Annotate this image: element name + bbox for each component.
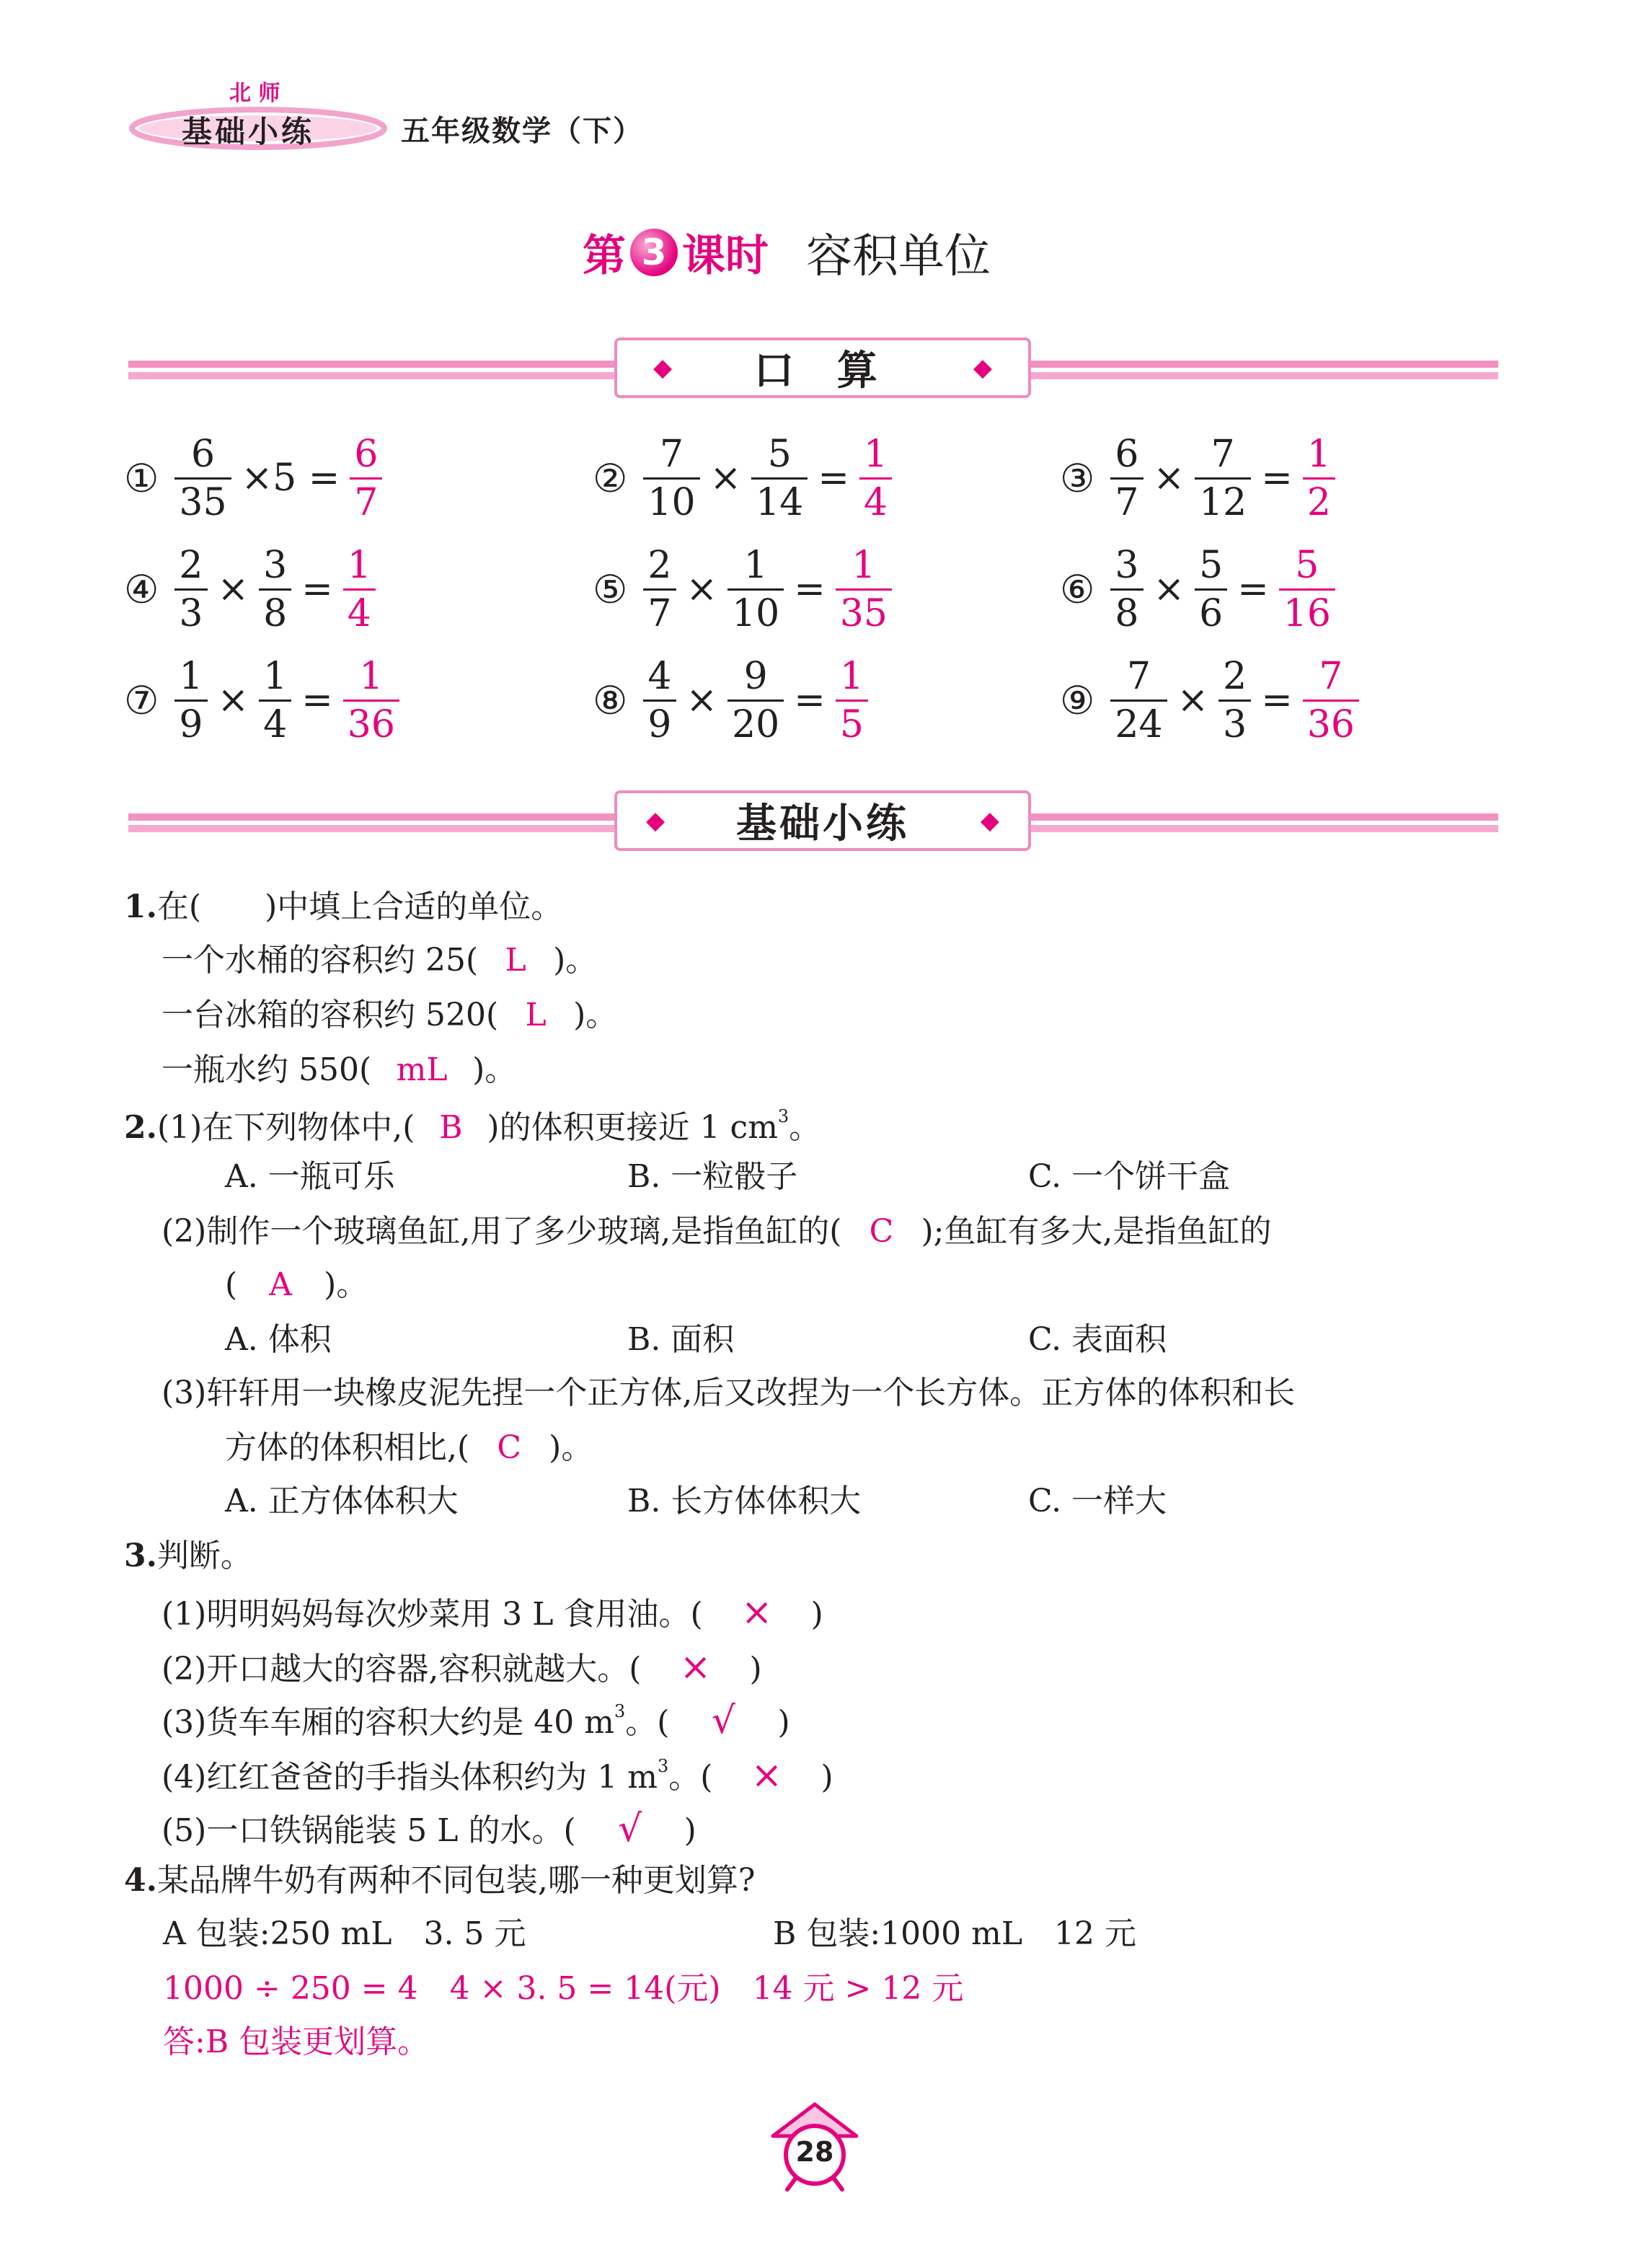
q2-option: A. 体积 xyxy=(225,1321,332,1358)
operator: × xyxy=(709,456,742,500)
diamond-icon: ◆ xyxy=(653,353,673,382)
cross-icon: × xyxy=(740,1591,773,1634)
section-bar-oral xyxy=(128,348,1498,394)
operator: = xyxy=(794,568,826,611)
cross-icon: × xyxy=(679,1646,712,1689)
q2-option: C. 一个饼干盒 xyxy=(1028,1158,1231,1195)
item-number: ⑧ xyxy=(593,677,628,723)
q2-part3: (3)轩轩用一块橡皮泥先捏一个正方体,后又改捏为一个长方体。正方体的体积和长 xyxy=(162,1375,1296,1411)
fraction: $\frac{5}{6}$ xyxy=(1195,547,1227,632)
answer-fraction: $\frac{1}{5}$ xyxy=(836,658,868,744)
answer-fraction: $\frac{5}{16}$ xyxy=(1279,547,1335,632)
diamond-icon: ◆ xyxy=(646,806,665,835)
q2-option: C. 表面积 xyxy=(1028,1321,1167,1358)
item-number: ⑦ xyxy=(124,677,159,723)
operator: × xyxy=(686,568,718,611)
item-number: ⑤ xyxy=(593,566,628,612)
fraction: $\frac{7}{24}$ xyxy=(1110,658,1167,744)
item-number: ⑨ xyxy=(1060,677,1095,723)
q3-item: (5)一口铁锅能装 5 L 的水。( √ ) xyxy=(162,1807,696,1850)
q2-part2: (2)制作一个玻璃鱼缸,用了多少玻璃,是指鱼缸的( C );鱼缸有多大,是指鱼缸的 xyxy=(162,1213,1272,1250)
q3-item: (4)红红爸爸的手指头体积约为 1 $m^3$。( × ) xyxy=(162,1754,833,1797)
item-number: ③ xyxy=(1060,455,1095,501)
cross-icon: × xyxy=(751,1754,783,1797)
fraction: $\frac{1}{4}$ xyxy=(259,658,291,744)
answer-text: C xyxy=(497,1429,521,1466)
operator: = xyxy=(1261,456,1293,500)
q4-stem: 4.某品牌牛奶有两种不同包装,哪一种更划算? xyxy=(124,1862,756,1899)
lesson-di: 第 xyxy=(583,231,626,281)
q3-stem: 3.判断。 xyxy=(124,1537,252,1574)
operator: = xyxy=(1237,568,1269,611)
q1-item: 一台冰箱的容积约 520( L )。 xyxy=(162,997,618,1033)
section-title-oral: 口 算 xyxy=(753,348,892,394)
fraction: $\frac{7}{12}$ xyxy=(1195,436,1251,521)
q4-answer: 答:B 包装更划算。 xyxy=(163,2024,430,2060)
section-title-practice: 基础小练 xyxy=(736,800,909,847)
q2-option: A. 一瓶可乐 xyxy=(225,1158,395,1195)
operator: = xyxy=(794,679,826,722)
book-title: 五年级数学（下） xyxy=(401,115,643,148)
answer-text: B xyxy=(439,1109,463,1146)
fraction: $\frac{1}{10}$ xyxy=(727,547,784,632)
operator: × xyxy=(217,679,249,722)
answer-fraction: $\frac{1}{4}$ xyxy=(859,436,892,521)
series-name: 基础小练 xyxy=(182,114,315,149)
check-icon: √ xyxy=(618,1807,642,1850)
item-number: ⑥ xyxy=(1060,566,1095,612)
q2-option: B. 一粒骰子 xyxy=(627,1158,798,1195)
fraction: $\frac{6}{35}$ xyxy=(174,436,231,521)
q3-item: (2)开口越大的容器,容积就越大。( × ) xyxy=(162,1646,762,1689)
operator: = xyxy=(301,679,333,722)
fraction: $\frac{2}{3}$ xyxy=(174,547,207,632)
oral-item xyxy=(124,431,385,525)
fraction: $\frac{6}{7}$ xyxy=(1110,436,1143,521)
page-number: 28 xyxy=(795,2136,834,2168)
lesson-number-badge: 3 xyxy=(630,229,678,276)
answer-text: mL xyxy=(396,1051,448,1088)
fraction: $\frac{7}{10}$ xyxy=(643,436,699,521)
check-icon: √ xyxy=(711,1699,736,1742)
fraction: $\frac{2}{3}$ xyxy=(1218,658,1251,744)
answer-fraction: $\frac{1}{36}$ xyxy=(343,658,399,744)
oral-item xyxy=(1060,653,1362,747)
operator: = xyxy=(818,456,849,500)
answer-fraction: $\frac{6}{7}$ xyxy=(350,436,382,521)
fraction: $\frac{9}{20}$ xyxy=(727,658,784,744)
fraction: $\frac{2}{7}$ xyxy=(643,547,676,632)
q3-item: (3)货车车厢的容积大约是 40 $m^3$。( √ ) xyxy=(162,1699,790,1742)
fraction: $\frac{3}{8}$ xyxy=(1110,547,1143,632)
operator: × xyxy=(1153,568,1185,611)
fraction: $\frac{5}{14}$ xyxy=(751,436,808,521)
q2-option: A. 正方体体积大 xyxy=(225,1483,459,1519)
q3-item: (1)明明妈妈每次炒菜用 3 L 食用油。( × ) xyxy=(162,1591,823,1634)
section-bar-practice xyxy=(128,800,1498,847)
lesson-topic: 容积单位 xyxy=(806,230,991,283)
fraction: $\frac{4}{9}$ xyxy=(643,658,676,744)
operator: × xyxy=(1177,679,1209,722)
answer-text: L xyxy=(505,942,526,979)
item-number: ④ xyxy=(124,566,159,612)
answer-fraction: $\frac{1}{35}$ xyxy=(836,547,892,632)
q2-part1: 2.(1)在下列物体中,( B )的体积更接近 1 $cm^3$。 xyxy=(124,1106,821,1146)
q4-package-a: A 包装:250 mL 3. 5 元 xyxy=(163,1915,526,1952)
oral-item xyxy=(124,542,379,636)
answer-fraction: $\frac{7}{36}$ xyxy=(1303,658,1359,744)
answer-fraction: $\frac{1}{4}$ xyxy=(343,547,376,632)
answer-text: C xyxy=(869,1213,894,1250)
oral-item xyxy=(124,653,402,747)
oral-item xyxy=(593,431,895,525)
answer-text: L xyxy=(525,997,547,1033)
diamond-icon: ◆ xyxy=(980,806,999,835)
q1-item: 一个水桶的容积约 25( L )。 xyxy=(162,942,598,979)
diamond-icon: ◆ xyxy=(973,353,992,382)
lesson-title xyxy=(583,220,991,285)
operator: ×5 = xyxy=(241,456,340,500)
q2-option: B. 长方体体积大 xyxy=(627,1483,862,1519)
series-top-text: 北 师 xyxy=(229,81,280,106)
operator: × xyxy=(686,679,718,722)
answer-text: A xyxy=(269,1266,293,1303)
q4-work: 1000 ÷ 250 = 4 4 × 3. 5 = 14(元) 14 元 > 12 元 xyxy=(163,1970,964,2007)
item-number: ② xyxy=(593,455,628,501)
fraction: $\frac{3}{8}$ xyxy=(259,547,291,632)
answer-fraction: $\frac{1}{2}$ xyxy=(1303,436,1335,521)
lesson-keshi: 课时 xyxy=(682,231,769,281)
item-number: ① xyxy=(124,455,159,501)
q2-option: C. 一样大 xyxy=(1028,1483,1167,1519)
oral-item xyxy=(1060,431,1338,525)
q2-part2-line2: ( A )。 xyxy=(225,1266,368,1303)
fraction: $\frac{1}{9}$ xyxy=(174,658,207,744)
operator: = xyxy=(301,568,333,611)
q2-option: B. 面积 xyxy=(627,1321,735,1358)
oral-item xyxy=(593,542,895,636)
q1-item: 一瓶水约 550( mL )。 xyxy=(162,1051,517,1088)
operator: = xyxy=(1261,679,1293,722)
q4-package-b: B 包装:1000 mL 12 元 xyxy=(773,1915,1137,1952)
operator: × xyxy=(217,568,249,611)
q1-stem: 1.在( )中填上合适的单位。 xyxy=(124,888,563,925)
oral-item xyxy=(1060,542,1338,636)
operator: × xyxy=(1153,456,1185,500)
q2-part3-line2: 方体的体积相比,( C )。 xyxy=(225,1429,593,1466)
oral-item xyxy=(593,653,871,747)
